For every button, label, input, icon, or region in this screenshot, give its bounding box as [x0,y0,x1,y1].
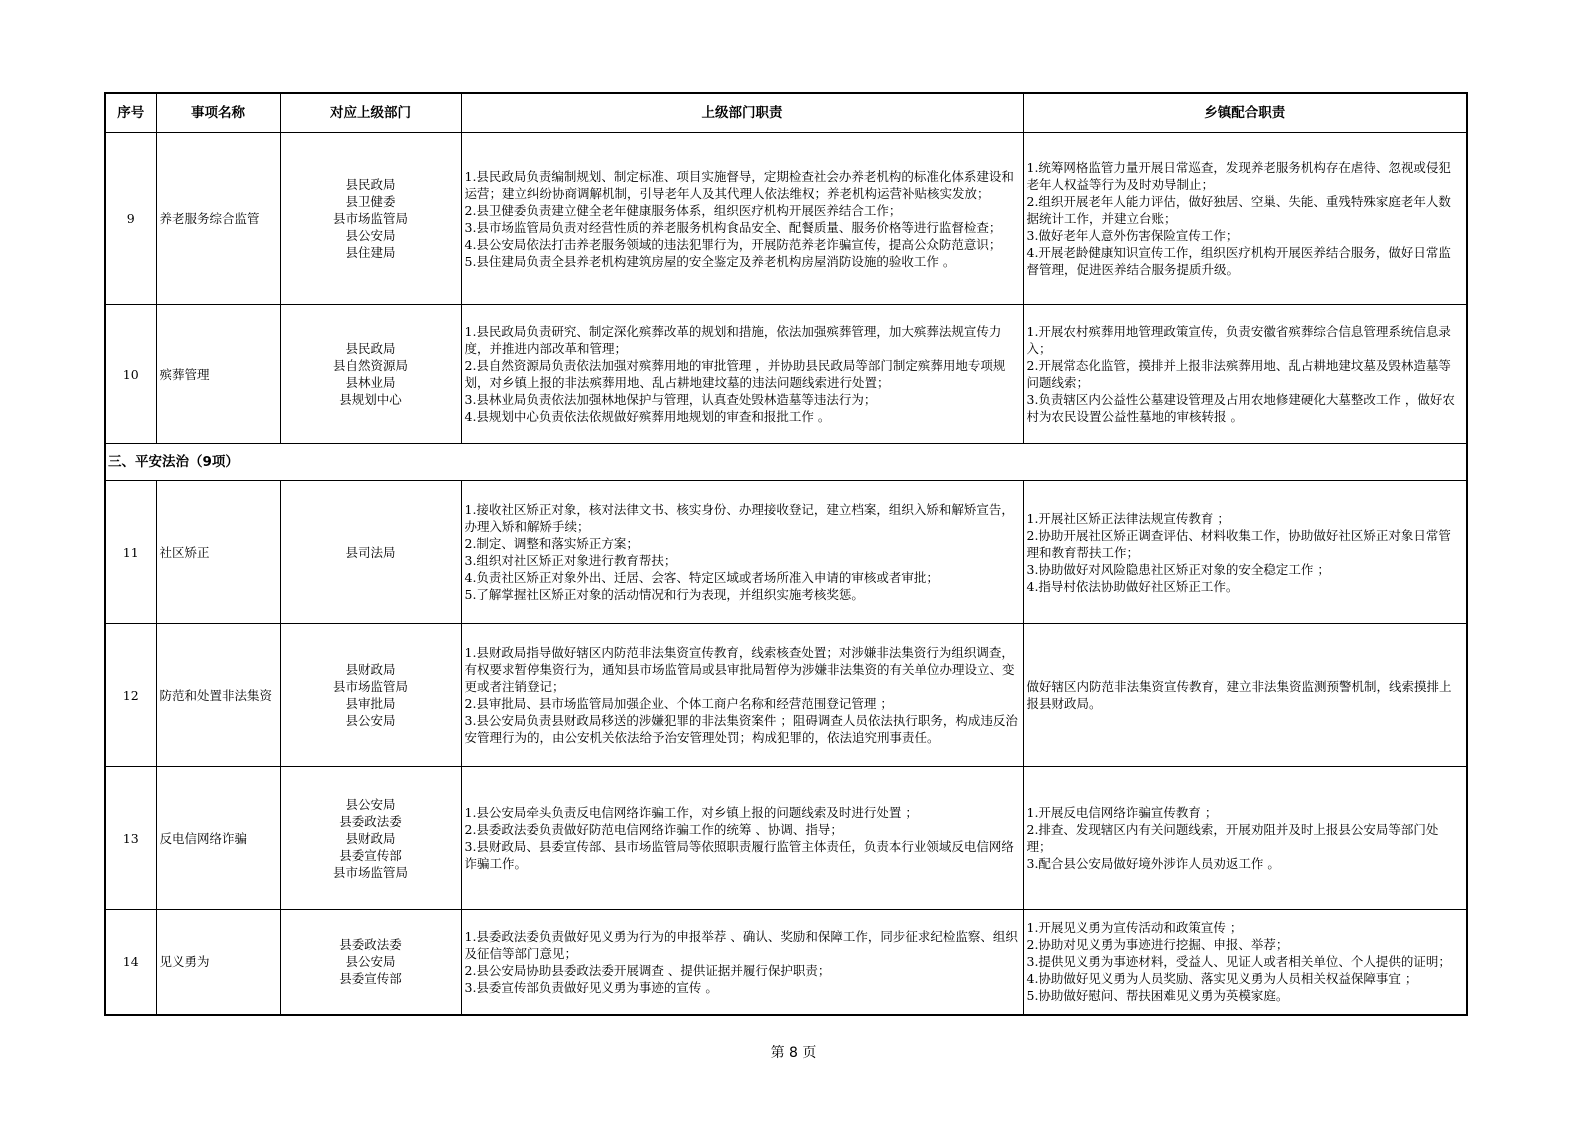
town-duty-text: 1.开展反电信网络诈骗宣传教育 ； 2.排查、发现辖区内有关问题线索，开展劝阻并及时上报县公安局等部门处理； 3.配合县公安局做好境外涉诈人员劝返工作 。 [1023,767,1467,910]
table-row [105,133,1467,305]
town-duty-text: 1.开展农村殡葬用地管理政策宣传，负责安徽省殡葬综合信息管理系统信息录入； 2.开展常态化监管，摸排并上报非法殡葬用地、乱占耕地建坟墓及毁林造墓等问题线索； 3.负责辖区内公益性公墓建设管理及占用农地修建硬化大墓整改工作 ，做好农村为农民设置公益性墓地的审核转报 。 [1023,305,1467,444]
dept-name: 县卫健委 [345,194,396,209]
header-item-name: 事项名称 [156,93,280,133]
dept-name: 县委政法委 [339,937,402,953]
table-row [105,767,1467,910]
dept-name: 县公安局 [345,713,396,728]
header-serial: 序号 [105,93,156,133]
town-duty-text: 1.统筹网格监管力量开展日常巡查，发现养老服务机构存在虐待、忽视或侵犯老年人权益等行为及时劝导制止； 2.组织开展老年人能力评估，做好独居、空巢、失能、重残特殊家庭老年人数据统计工作，并建立台账； 3.做好老年人意外伤害保险宣传工作； 4.开展老龄健康知识宣传工作，组织医疗机构开展医养结合服务，做好日常监督管理，促进医养结合服务提质升级。 [1023,133,1467,305]
upper-duty-text: 1.县财政局指导做好辖区内防范非法集资宣传教育，线索核查处置；对涉嫌非法集资行为组织调查，有权要求暂停集资行为，通知县市场监管局或县审批局暂停为涉嫌非法集资的有关单位办理设立、变更或者注销登记； 2.县审批局、县市场监管局加强企业、个体工商户名称和经营范围登记管理 ； 3.县公安局负责县财政局移送的涉嫌犯罪的非法集资案件 ；阻碍调查人员依法执行职务，构成违反治安管理行为的，由公安机关依法给予治安管理处罚；构成犯罪的，依法追究刑事责任。 [461,624,1023,767]
dept-name: 县自然资源局 [332,358,408,373]
upper-duty-text: 1.县委政法委负责做好见义勇为行为的申报举荐 、确认、奖励和保障工作，同步征求纪检监察、组织及征信等部门意见； 2.县公安局协助县委政法委开展调查 、提供证据并履行保护职责； 3.县委宣传部负责做好见义勇为事迹的宣传 。 [461,910,1023,1015]
town-duty-text: 1.开展见义勇为宣传活动和政策宣传 ； 2.协助对见义勇为事迹进行挖掘、申报、举荐； 3.提供见义勇为事迹材料，受益人、见证人或者相关单位、个人提供的证明； 4.协助做好见义勇为人员奖励、落实见义勇为人员相关权益保障事宜 ； 5.协助做好慰问、帮扶困难见义勇为英模家庭。 [1023,910,1467,1015]
item-name: 防范和处置非法集资 [156,624,280,767]
dept-name: 县公安局 [345,954,396,970]
table-header-row [105,93,1467,133]
item-name: 反电信网络诈骗 [156,767,280,910]
dept-list [280,910,461,1015]
row-number: 11 [105,481,156,624]
dept-list [280,624,461,767]
row-number: 14 [105,910,156,1015]
item-name: 殡葬管理 [156,305,280,444]
upper-duty-text: 1.县公安局牵头负责反电信网络诈骗工作，对乡镇上报的问题线索及时进行处置 ； 2.县委政法委负责做好防范电信网络诈骗工作的统筹 、协调、指导； 3.县财政局、县委宣传部、县市场监管局等依照职责履行监管主体责任，负责本行业领域反电信网络诈骗工作。 [461,767,1023,910]
dept-name: 县民政局 [345,341,396,356]
dept-name: 县市场监管局 [332,864,408,880]
dept-name: 县市场监管局 [332,211,408,226]
dept-list [280,767,461,910]
dept-name: 县财政局 [345,662,396,677]
row-number: 9 [105,133,156,305]
dept-name: 县财政局 [345,830,396,846]
dept-list [280,133,461,305]
dept-name: 县公安局 [345,796,396,812]
item-name: 养老服务综合监管 [156,133,280,305]
dept-name: 县住建局 [345,245,396,260]
town-duty-text: 做好辖区内防范非法集资宣传教育，建立非法集资监测预警机制，线索摸排上报县财政局。 [1023,624,1467,767]
dept-name: 县林业局 [345,375,396,390]
upper-duty-text: 1.县民政局负责编制规划、制定标准、项目实施督导，定期检查社会办养老机构的标准化体系建设和运营；建立纠纷协商调解机制，引导老年人及其代理人依法维权；养老机构运营补贴核实发放； 2.县卫健委负责建立健全老年健康服务体系，组织医疗机构开展医养结合工作； 3.县市场监管局负责对经营性质的养老服务机构食品安全、配餐质量、服务价格等进行监督检查； 4.县公安局依法打击养老服务领域的违法犯罪行为，开展防范养老诈骗宣传，提高公众防范意识； 5.县住建局负责全县养老机构建筑房屋的安全鉴定及养老机构房屋消防设施的验收工作 。 [461,133,1023,305]
dept-name: 县公安局 [345,228,396,243]
dept-name: 县审批局 [345,696,396,711]
duty-table [104,92,1468,1016]
section-heading-row [105,444,1467,481]
upper-duty-text: 1.县民政局负责研究、制定深化殡葬改革的规划和措施，依法加强殡葬管理，加大殡葬法规宣传力度，并推进内部改革和管理； 2.县自然资源局负责依法加强对殡葬用地的审批管理 ，并协助县民政局等部门制定殡葬用地专项规划，对乡镇上报的非法殡葬用地、乱占耕地建坟墓的违法问题线索进行处置； 3.县林业局负责依法加强林地保护与管理，认真查处毁林造墓等违法行为； 4.县规划中心负责依法依规做好殡葬用地规划的审查和报批工作 。 [461,305,1023,444]
dept-name: 县规划中心 [339,392,402,407]
table-row [105,481,1467,624]
dept-name: 县委宣传部 [339,971,402,987]
item-name: 社区矫正 [156,481,280,624]
table-row [105,624,1467,767]
table-row [105,910,1467,1015]
table-row [105,305,1467,444]
row-number: 12 [105,624,156,767]
section-heading: 三、平安法治（9项） [105,444,1467,481]
header-town-duty: 乡镇配合职责 [1023,93,1467,133]
row-number: 13 [105,767,156,910]
dept-name: 县委政法委 [339,813,402,829]
dept-list [280,305,461,444]
town-duty-text: 1.开展社区矫正法律法规宣传教育 ； 2.协助开展社区矫正调查评估、材料收集工作，协助做好社区矫正对象日常管理和教育帮扶工作； 3.协助做好对风险隐患社区矫正对象的安全稳定工作 ； 4.指导村依法协助做好社区矫正工作。 [1023,481,1467,624]
row-number: 10 [105,305,156,444]
page-number: 第 8 页 [770,1045,817,1061]
item-name: 见义勇为 [156,910,280,1015]
dept-list [280,481,461,624]
dept-name: 县民政局 [345,177,396,192]
dept-name: 县司法局 [345,544,396,560]
header-dept: 对应上级部门 [280,93,461,133]
dept-name: 县委宣传部 [339,847,402,863]
dept-name: 县市场监管局 [332,679,408,694]
upper-duty-text: 1.接收社区矫正对象，核对法律文书、核实身份、办理接收登记，建立档案，组织入矫和解矫宣告，办理入矫和解矫手续； 2.制定、调整和落实矫正方案； 3.组织对社区矫正对象进行教育帮扶； 4.负责社区矫正对象外出、迁居、会客、特定区域或者场所准入申请的审核或者审批； 5.了解掌握社区矫正对象的活动情况和行为表现，并组织实施考核奖惩。 [461,481,1023,624]
header-upper-duty: 上级部门职责 [461,93,1023,133]
